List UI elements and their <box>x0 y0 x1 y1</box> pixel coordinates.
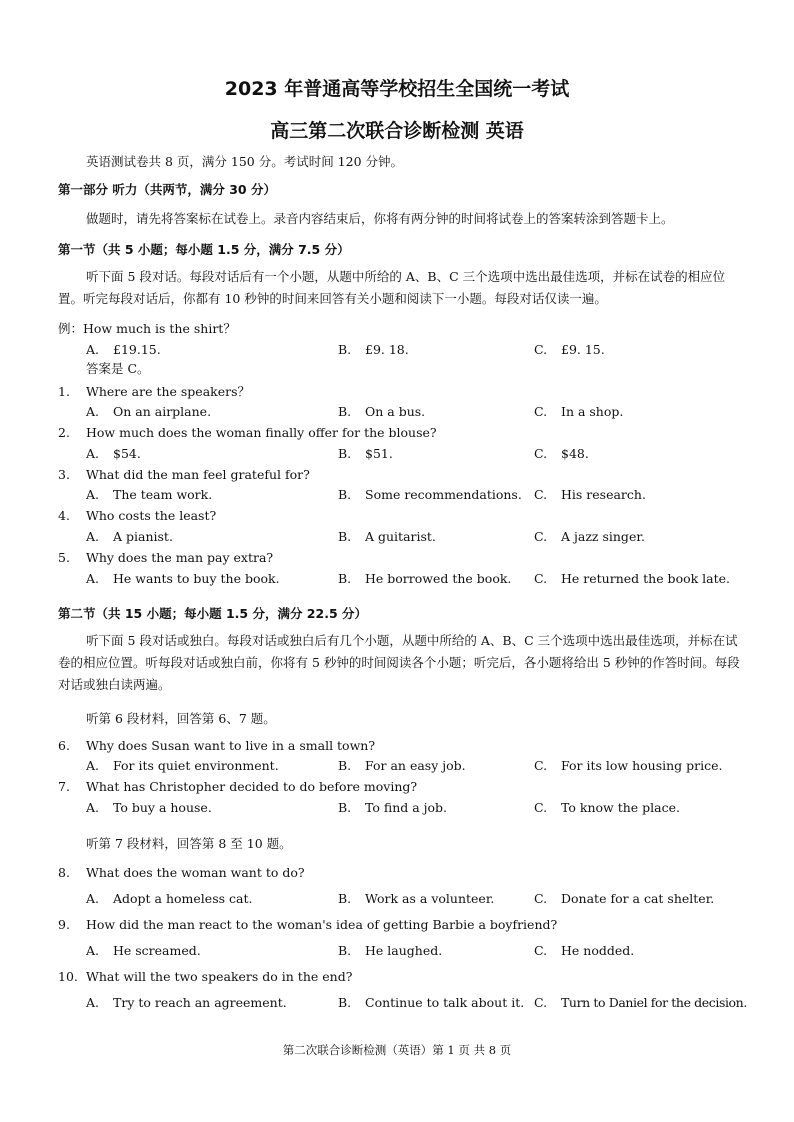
option-a: A. A pianist. <box>86 529 173 544</box>
option-c: C. In a shop. <box>534 404 624 419</box>
part1-heading: 第一部分 听力（共两节，满分 30 分） <box>58 182 276 197</box>
example-option-a: A. £19.15. <box>86 342 161 357</box>
option-b: B. For an easy job. <box>338 758 466 773</box>
section2-instruction: 听下面 5 段对话或独白。每段对话或独白后有几个小题，从题中所给的 A、B、C 三个选项中选出最佳选项，并标在试卷的相应位置。听每段对话或独白前，你将有 5 秒钟的时间阅读各个小题；听完后，各小题将给出 5 秒钟的作答时间。每段对话或独白读两遍。 <box>58 633 740 692</box>
option-b: B. Some recommendations. <box>338 487 522 502</box>
question-item: 8. What does the woman want to do? <box>58 865 305 880</box>
option-c: C. A jazz singer. <box>534 529 645 544</box>
question-item: 6. Why does Susan want to live in a small town? <box>58 738 376 753</box>
exam-title: 2023 年普通高等学校招生全国统一考试 <box>224 78 570 100</box>
page-footer: 第二次联合诊断检测（英语）第 1 页 共 8 页 <box>282 1043 512 1057</box>
option-b: B. Work as a volunteer. <box>338 891 495 906</box>
option-c: C. To know the place. <box>534 800 680 815</box>
section1-heading: 第一节（共 5 小题；每小题 1.5 分，满分 7.5 分） <box>58 242 350 257</box>
question-item: 4. Who costs the least? <box>58 508 217 523</box>
option-b: B. On a bus. <box>338 404 426 419</box>
question-item: 7. What has Christopher decided to do before moving? <box>58 779 418 794</box>
example-question: 例：How much is the shirt？ <box>58 321 236 336</box>
option-b: B. Continue to talk about it. <box>338 995 525 1010</box>
option-c: C. His research. <box>534 487 646 502</box>
option-b: B. A guitarist. <box>338 529 436 544</box>
section1-instruction: 听下面 5 段对话。每段对话后有一个小题，从题中所给的 A、B、C 三个选项中选出最佳选项，并标在试卷的相应位置。听完每段对话后，你都有 10 秒钟的时间来回答有关小题和阅读下一小题。每段对话仅读一遍。 <box>58 269 726 306</box>
question-item: 5. Why does the man pay extra? <box>58 550 274 565</box>
question-item: 1. Where are the speakers？ <box>58 384 251 399</box>
option-b: B. He borrowed the book. <box>338 571 512 586</box>
material-6-note: 听第 6 段材料，回答第 6、7 题。 <box>86 711 276 726</box>
option-a: A. On an airplane. <box>86 404 212 419</box>
option-a: A. He screamed. <box>86 943 201 958</box>
option-b: B. To find a job. <box>338 800 448 815</box>
exam-subtitle: 高三第二次联合诊断检测 英语 <box>270 120 524 142</box>
option-c: C. $48. <box>534 446 589 461</box>
option-a: A. $54. <box>86 446 141 461</box>
option-a: A. Adopt a homeless cat. <box>86 891 253 906</box>
option-a: A. Try to reach an agreement. <box>86 995 287 1010</box>
example-option-c: C. £9. 15. <box>534 342 605 357</box>
question-item: 10. What will the two speakers do in the end? <box>58 969 353 984</box>
option-b: B. He laughed. <box>338 943 443 958</box>
question-item: 3. What did the man feel grateful for? <box>58 467 310 482</box>
intro-text: 英语测试卷共 8 页，满分 150 分。考试时间 120 分钟。 <box>86 154 404 169</box>
section2-heading: 第二节（共 15 小题；每小题 1.5 分，满分 22.5 分） <box>58 606 367 621</box>
option-a: A. He wants to buy the book. <box>86 571 280 586</box>
option-c: C. Donate for a cat shelter. <box>534 891 715 906</box>
question-item: 2. How much does the woman finally offer for the blouse? <box>58 425 437 440</box>
example-answer: 答案是 C。 <box>86 361 150 376</box>
option-c: C. He returned the book late. <box>534 571 731 586</box>
option-a: A. The team work. <box>86 487 213 502</box>
option-a: A. For its quiet environment. <box>86 758 279 773</box>
example-option-b: B. £9. 18. <box>338 342 409 357</box>
option-c: C. For its low housing price. <box>534 758 723 773</box>
material-7-note: 听第 7 段材料，回答第 8 至 10 题。 <box>86 836 292 851</box>
option-c: C. Turn to Daniel for the decision. <box>534 995 747 1010</box>
question-item: 9. How did the man react to the woman's idea of getting Barbie a boyfriend? <box>58 917 558 932</box>
option-a: A. To buy a house. <box>86 800 212 815</box>
option-c: C. He nodded. <box>534 943 635 958</box>
part1-instruction: 做题时，请先将答案标在试卷上。录音内容结束后，你将有两分钟的时间将试卷上的答案转涂到答题卡上。 <box>86 211 674 226</box>
option-b: B. $51. <box>338 446 393 461</box>
